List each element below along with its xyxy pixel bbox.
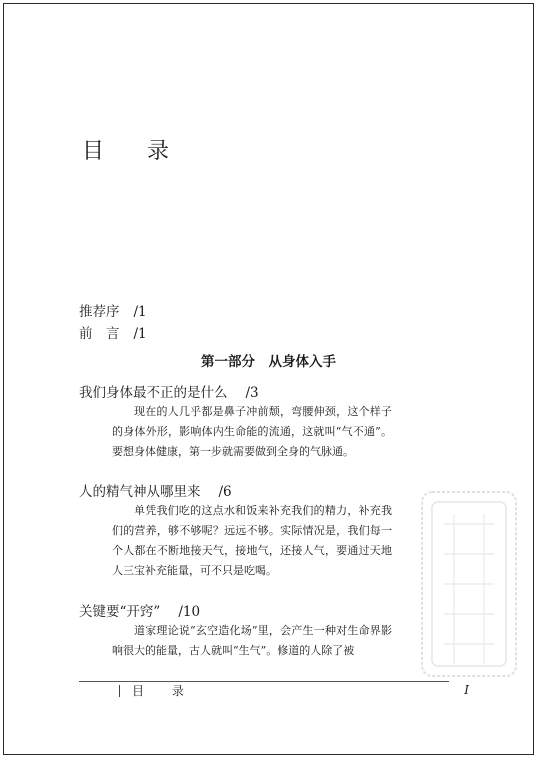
chapter-title: 关键要“开窍” (79, 604, 161, 620)
front-item-page: /1 (133, 326, 147, 342)
chapter-summary: 单凭我们吃的这点水和饭来补充我们的精力，补充我们的营养，够不够呢？远远不够。实际情况是，我们每一个人都在不断地接天气，接地气，还接人气，要通过天地人三宝补充能量，可不只是吃喝。 (112, 504, 392, 577)
front-item-page: /1 (133, 304, 147, 320)
toc-title: 目 录 (82, 139, 187, 164)
front-item-label: 前 言 (79, 326, 120, 342)
footer-page-number: I (464, 683, 469, 697)
front-item-foreword (79, 322, 147, 342)
chapter-title: 人的精气神从哪里来 (79, 484, 201, 500)
front-item-preface (79, 300, 147, 320)
chapter-entry-1 (79, 381, 259, 401)
chapter-entry-2 (79, 480, 232, 500)
footer-marker (119, 685, 120, 697)
footer-section-label: 目 录 (132, 684, 196, 698)
chapter-page: /3 (245, 385, 259, 401)
part-heading: 第一部分 从身体入手 (201, 354, 336, 370)
book-page (3, 3, 534, 755)
chapter-page: /6 (218, 484, 232, 500)
chapter-entry-3 (79, 600, 200, 620)
chapter-summary: 道家理论说“玄空造化场”里，会产生一种对生命界影响很大的能量，古人就叫“生气”。修道的人除了被 (112, 624, 392, 657)
chapter-summary: 现在的人几乎都是鼻子冲前颓，弯腰伸颈，这个样子的身体外形，影响体内生命能的流通，这就叫“气不通”。要想身体健康，第一步就需要做到全身的气脉通。 (112, 405, 392, 458)
chapter-title: 我们身体最不正的是什么 (79, 385, 228, 401)
front-item-label: 推荐序 (79, 304, 120, 320)
chapter-page: /10 (178, 604, 201, 620)
seal-watermark-icon (414, 484, 524, 684)
